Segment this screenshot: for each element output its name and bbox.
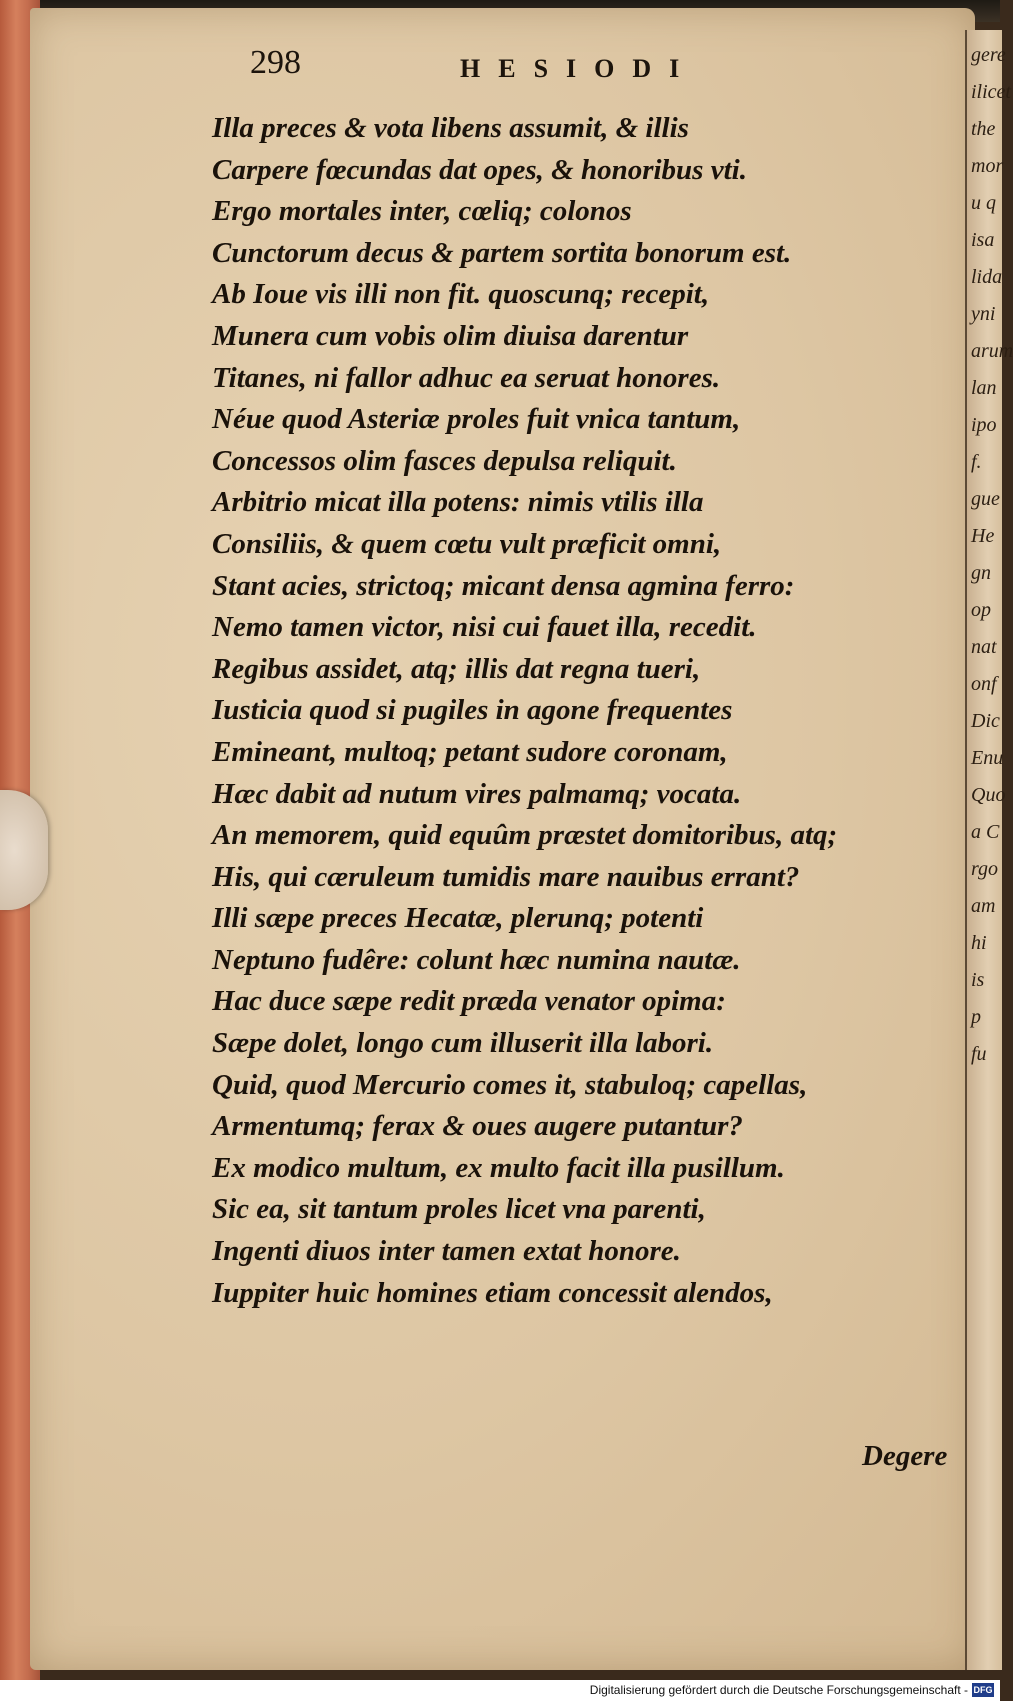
next-page-fragment: onf (971, 673, 997, 695)
next-page-fragment: am (971, 895, 996, 917)
verse-line: Neptuno fudêre: colunt hæc numina nautæ. (212, 943, 741, 976)
next-page-fragment: fu (971, 1043, 987, 1065)
verse-line: Sic ea, sit tantum proles licet vna parenti, (212, 1193, 706, 1226)
verse-line: Illi sæpe preces Hecatæ, plerunq; potenti (212, 902, 704, 935)
next-page-fragment: He (971, 525, 995, 547)
verse-line: Stant acies, strictoq; micant densa agmina ferro: (212, 569, 795, 602)
verse-line: Iusticia quod si pugiles in agone frequentes (212, 694, 733, 727)
next-page-fragment: arum (971, 340, 1013, 362)
next-page-fragment: lida (971, 266, 1003, 288)
verse-line: Concessos olim fasces depulsa reliquit. (212, 444, 677, 477)
verse-line: Emineant, multoq; petant sudore coronam, (212, 735, 728, 768)
verse-line: Cunctorum decus & partem sortita bonorum est. (212, 236, 792, 269)
verse-line: Carpere fœcundas dat opes, & honoribus vti. (212, 153, 747, 186)
next-page-fragment: a C (971, 821, 1000, 843)
page-header (250, 44, 810, 94)
next-page-fragment: Quo (971, 784, 1006, 806)
next-page-fragment: isa (971, 229, 995, 251)
book-clasp (0, 790, 48, 910)
next-page-fragment: gn (971, 562, 991, 584)
verse-line: Néue quod Asteriæ proles fuit vnica tantum, (212, 403, 741, 436)
verse-line: Regibus assidet, atq; illis dat regna tueri, (212, 652, 701, 685)
verse-line: Titanes, ni fallor adhuc ea seruat honores. (212, 361, 721, 394)
verse-block (212, 108, 962, 1314)
dfg-logo: DFG (973, 1685, 993, 1695)
next-page-fragment: mor (971, 155, 1004, 177)
verse-line: An memorem, quid equûm præstet domitoribus, atq; (212, 819, 838, 852)
funding-credit: Digitalisierung gefördert durch die Deutsche Forschungsgemeinschaft - (589, 1683, 968, 1697)
verse-line: Sæpe dolet, longo cum illuserit illa labori. (212, 1027, 714, 1060)
next-page-fragment: the (971, 118, 996, 140)
next-page-fragment: f. (971, 451, 982, 473)
verse-line: Arbitrio micat illa potens: nimis vtilis illa (212, 486, 704, 519)
page-number: 298 (250, 44, 301, 81)
verse-line: Hæc dabit ad nutum vires palmamq; vocata. (212, 777, 742, 810)
verse-line: Armentumq; ferax & oues augere putantur? (212, 1110, 743, 1143)
next-page-fragment: op (971, 599, 991, 621)
verse-line: Hac duce sæpe redit præda venator opima: (212, 985, 726, 1018)
verse-line: Ingenti diuos inter tamen extat honore. (212, 1235, 681, 1268)
digitization-footer (0, 1680, 1000, 1701)
next-page-fragment: gue (971, 488, 1000, 510)
verse-line: Ergo mortales inter, cœliq; colonos (212, 195, 632, 228)
next-page-fragment: ilicet (971, 81, 1011, 103)
next-page-fragment: rgo (971, 858, 999, 880)
verse-line: Consiliis, & quem cœtu vult præficit omni, (212, 527, 722, 560)
next-page-fragment: yni (971, 303, 996, 325)
next-page-strip (965, 30, 1013, 1670)
next-page-fragment: Dic (971, 710, 1000, 732)
running-title: HESIODI (460, 54, 698, 83)
next-page-fragment: p (971, 1006, 981, 1028)
verse-line: Ab Ioue vis illi non fit. quoscunq; recepit, (212, 278, 710, 311)
next-page-fragment: ipo (971, 414, 997, 436)
verse-line: Ex modico multum, ex multo facit illa pusillum. (212, 1151, 785, 1184)
catchword: Degere (862, 1440, 948, 1472)
verse-line: Iuppiter huic homines etiam concessit alendos, (212, 1276, 773, 1309)
next-page-fragment: nat (971, 636, 997, 658)
next-page-fragment: lan (971, 377, 997, 399)
verse-line: Munera cum vobis olim diuisa darentur (212, 319, 689, 352)
verse-line: Nemo tamen victor, nisi cui fauet illa, recedit. (212, 611, 757, 644)
next-page-fragment: u q (971, 192, 996, 214)
next-page-fragment: hi (971, 932, 987, 954)
verse-line: Illa preces & vota libens assumit, & illis (212, 112, 689, 144)
next-page-fragment: Enu (971, 747, 1004, 769)
verse-line: Quid, quod Mercurio comes it, stabuloq; capellas, (212, 1068, 808, 1101)
next-page-fragment: gere (971, 44, 1006, 66)
verse-line: His, qui cæruleum tumidis mare nauibus errant? (212, 860, 800, 893)
next-page-fragment: is (971, 969, 985, 991)
